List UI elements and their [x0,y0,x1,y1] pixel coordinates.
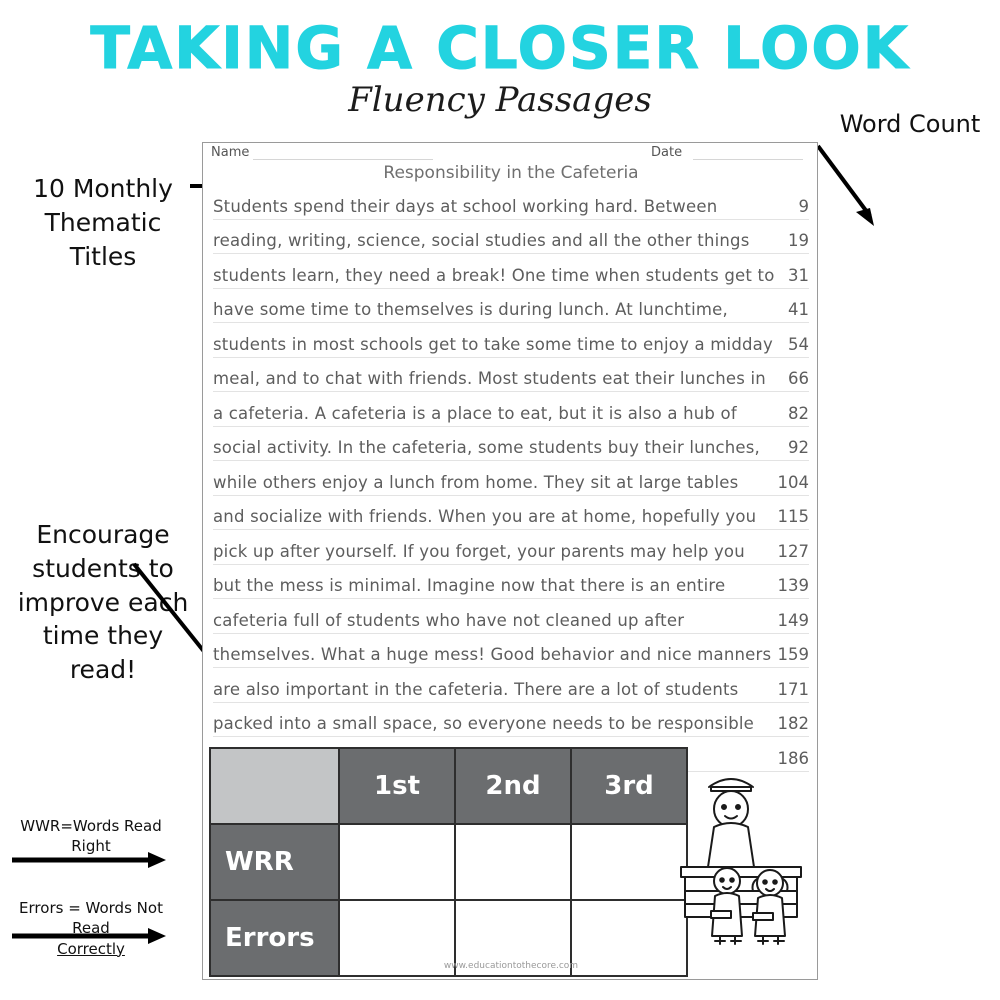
passage-line-word-count: 127 [777,541,809,561]
passage-line [213,185,809,220]
passage-line-text: a cafeteria. A cafeteria is a place to eat, but it is also a hub of [213,403,737,423]
annotation-errors-line2: Correctly [57,939,125,958]
annotation-errors-line1: Errors = Words Not Read [19,899,163,938]
passage-line-text: social activity. In the cafeteria, some students buy their lunches, [213,438,760,457]
passage-line-word-count: 31 [788,265,809,285]
passage-line-word-count: 149 [777,610,809,630]
score-table-row [210,824,687,900]
passage-line [213,668,809,703]
page-title: TAKING A CLOSER LOOK [90,14,910,82]
passage-line [213,289,809,324]
passage-line [213,323,809,358]
passage-line [213,703,809,738]
passage-line-text: but the mess is minimal. Imagine now that there is an entire [213,576,726,595]
passage-line-text: are also important in the cafeteria. There are a lot of students [213,679,739,699]
passage-line-word-count: 159 [777,645,809,664]
passage-line [213,220,809,255]
passage-line-word-count: 104 [777,472,809,492]
page-subtitle: Fluency Passages [348,80,652,120]
date-label: Date [651,145,683,160]
score-table-body [210,748,687,976]
passage-line-text: students learn, they need a break! One time when students get to [213,265,775,285]
passage-line [213,254,809,289]
passage-body [213,185,809,772]
annotation-wwr: WWR=Words Read Right [20,817,162,856]
passage-title: Responsibility in the Cafeteria [383,163,639,183]
passage-line [213,565,809,600]
passage-line-text: have some time to themselves is during lunch. At lunchtime, [213,300,728,319]
passage-line-word-count: 66 [788,369,809,388]
passage-line-text: pick up after yourself. If you forget, your parents may help you [213,541,745,561]
score-table-column-header: 2nd [455,748,571,824]
passage-line-word-count: 41 [788,300,809,319]
passage-line-word-count: 186 [777,748,809,768]
arrow-wwr-icon [8,846,178,876]
name-label: Name [211,145,250,160]
passage-line-word-count: 19 [788,231,809,250]
passage-line-text: reading, writing, science, social studies and all the other things [213,231,750,250]
annotation-encourage: Encourage students to improve each time they read! [17,520,189,684]
score-table-cell[interactable] [455,824,571,900]
date-write-line[interactable] [693,159,803,160]
passage-line-text: meal, and to chat with friends. Most students eat their lunches in [213,369,766,388]
passage-line-word-count: 82 [788,403,809,423]
cafeteria-illustration-icon [675,748,809,947]
passage-line [213,392,809,427]
passage-line-text: and socialize with friends. When you are at home, hopefully you [213,507,757,526]
passage-line [213,530,809,565]
passage-line-text: packed into a small space, so everyone needs to be responsible [213,714,755,733]
passage-line-text: Students spend their days at school working hard. Between [213,196,718,216]
score-table-cell[interactable] [339,824,455,900]
score-table-column-header: 1st [339,748,455,824]
score-table-header-row [210,748,687,824]
passage-line-word-count: 182 [777,714,809,733]
worksheet-page [202,142,818,980]
passage-line [213,461,809,496]
passage-line-word-count: 171 [777,679,809,699]
passage-line-word-count: 92 [788,438,809,457]
score-table-row-label: WRR [210,824,339,900]
score-table-row-label: Errors [210,900,339,976]
passage-line-word-count: 54 [788,334,809,354]
passage-line [213,358,809,393]
passage-line [213,427,809,462]
passage-line-word-count: 9 [798,196,809,216]
passage-line [213,634,809,669]
passage-line-word-count: 115 [777,507,809,526]
score-table-cell[interactable] [571,824,687,900]
passage-line-text: cafeteria full of students who have not cleaned up after [213,610,685,630]
annotation-monthly-titles: 10 Monthly Thematic Titles [33,174,173,271]
passage-line [213,599,809,634]
score-table-column-header: 3rd [571,748,687,824]
passage-line [213,496,809,531]
arrow-errors-icon [8,922,178,952]
passage-line-text: themselves. What a huge mess! Good behavior and nice manners [213,645,772,664]
arrow-word-count-icon [808,138,888,238]
passage-line-text: students in most schools get to take some time to enjoy a midday [213,334,773,354]
name-write-line[interactable] [253,159,433,160]
annotation-word-count: Word Count [839,110,981,138]
score-table-corner [210,748,339,824]
score-table [209,747,688,977]
passage-line-word-count: 139 [777,576,809,595]
passage-line-text: while others enjoy a lunch from home. They sit at large tables [213,472,739,492]
footer-url: www.educationtothecore.com [443,961,579,971]
